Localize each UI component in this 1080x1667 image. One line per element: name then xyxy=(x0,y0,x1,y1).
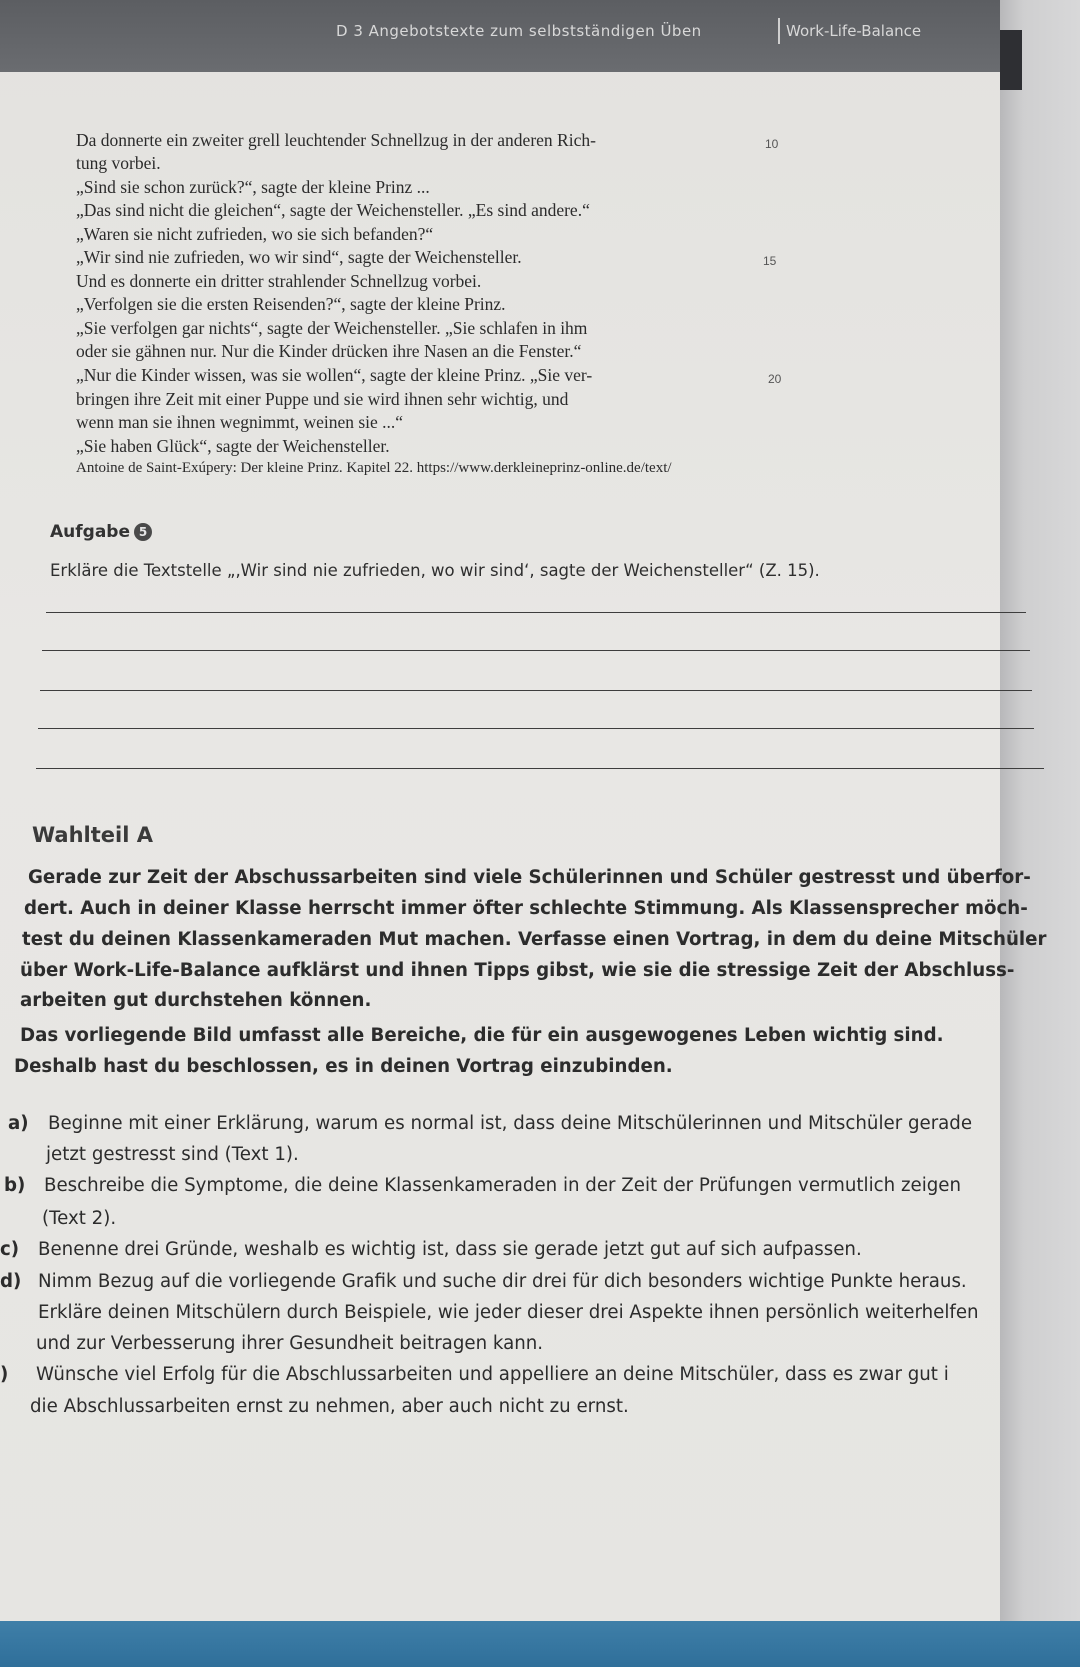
line-number: 15 xyxy=(763,254,777,268)
item-text: jetzt gestresst sind (Text 1). xyxy=(46,1144,299,1165)
story-line: Und es donnerte ein dritter strahlender Schnellzug vorbei. xyxy=(76,271,482,291)
intro-line: Deshalb hast du beschlossen, es in deinen Vortrag einzubinden. xyxy=(14,1056,673,1077)
story-line: „Verfolgen sie die ersten Reisenden?“, sagte der kleine Prinz. xyxy=(76,294,506,314)
task-label: Aufgabe xyxy=(50,522,130,542)
story-line: Da donnerte ein zweiter grell leuchtender Schnellzug in der anderen Rich- xyxy=(76,130,596,150)
story-line: „Sind sie schon zurück?“, sagte der kleine Prinz ... xyxy=(76,177,430,197)
bottom-surface xyxy=(0,1621,1080,1667)
intro-line: dert. Auch in deiner Klasse herrscht immer öfter schlechte Stimmung. Als Klassensprecher möch- xyxy=(24,898,1028,919)
answer-line[interactable] xyxy=(42,650,1030,651)
answer-line[interactable] xyxy=(38,728,1034,729)
item-text: Beginne mit einer Erklärung, warum es normal ist, dass deine Mitschülerinnen und Mitschüler gerade xyxy=(48,1113,973,1134)
line-number: 10 xyxy=(765,137,779,151)
story-line: bringen ihre Zeit mit einer Puppe und sie wird ihnen sehr wichtig, und xyxy=(76,389,569,409)
story-line: „Das sind nicht die gleichen“, sagte der Weichensteller. „Es sind andere.“ xyxy=(76,200,590,220)
task-prompt: Erkläre die Textstelle „‚Wir sind nie zufrieden, wo wir sind‘, sagte der Weichensteller“ (Z. 15). xyxy=(50,561,820,580)
item-letter: d) xyxy=(0,1271,22,1292)
story-line: wenn man sie ihnen wegnimmt, weinen sie ...“ xyxy=(76,412,404,432)
story-line: „Wir sind nie zufrieden, wo wir sind“, sagte der Weichensteller. xyxy=(76,247,522,267)
story-line: „Waren sie nicht zufrieden, wo sie sich befanden?“ xyxy=(76,224,434,244)
item-letter: c) xyxy=(0,1239,20,1260)
task-item-c xyxy=(0,1239,862,1260)
item-text: Erkläre deinen Mitschülern durch Beispiele, wie jeder dieser drei Aspekte ihnen persönlich weiterhelfen xyxy=(38,1302,979,1323)
answer-line[interactable] xyxy=(40,690,1032,691)
answer-line[interactable] xyxy=(36,768,1044,769)
item-text: die Abschlussarbeiten ernst zu nehmen, aber auch nicht zu ernst. xyxy=(30,1396,629,1417)
header-divider xyxy=(778,18,780,44)
header-topic: Work-Life-Balance xyxy=(786,22,922,40)
story-line: „Sie verfolgen gar nichts“, sagte der Weichensteller. „Sie schlafen in ihm xyxy=(76,318,588,338)
task-number-badge: 5 xyxy=(134,523,152,541)
item-text: Nimm Bezug auf die vorliegende Grafik und suche dir drei für dich besonders wichtige Punkte heraus. xyxy=(38,1271,967,1292)
answer-line[interactable] xyxy=(46,612,1026,613)
item-letter: a) xyxy=(8,1113,29,1134)
task-heading xyxy=(50,522,152,542)
story-line: „Sie haben Glück“, sagte der Weichensteller. xyxy=(76,436,390,456)
intro-line: test du deinen Klassenkameraden Mut machen. Verfasse einen Vortrag, in dem du deine Mitschüler xyxy=(22,929,1047,950)
story-line: tung vorbei. xyxy=(76,153,161,173)
task-item-b xyxy=(4,1175,961,1196)
story-line: „Nur die Kinder wissen, was sie wollen“, sagte der kleine Prinz. „Sie ver- xyxy=(76,365,593,385)
line-number: 20 xyxy=(768,372,782,386)
task-item-e xyxy=(0,1364,949,1385)
story-line: oder sie gähnen nur. Nur die Kinder drücken ihre Nasen an die Fenster.“ xyxy=(76,341,582,361)
item-letter: ) xyxy=(0,1364,9,1385)
item-text: Beschreibe die Symptome, die deine Klassenkameraden in der Zeit der Prüfungen vermutlich zeigen xyxy=(44,1175,962,1196)
header-title: D 3 Angebotstexte zum selbstständigen Üben xyxy=(336,22,702,40)
header-band xyxy=(0,0,1000,72)
section-title: Wahlteil A xyxy=(32,823,153,847)
item-letter: b) xyxy=(4,1175,26,1196)
page-edge-strip xyxy=(1000,0,1080,1667)
task-item-a xyxy=(8,1113,972,1134)
task-item-d xyxy=(0,1271,967,1292)
intro-line: Gerade zur Zeit der Abschussarbeiten sind viele Schülerinnen und Schüler gestresst und überfor- xyxy=(28,867,1031,888)
source-citation: Antoine de Saint-Exúpery: Der kleine Prinz. Kapitel 22. https://www.derkleineprinz-online.de/text/ xyxy=(76,460,672,476)
page-edge-tab xyxy=(1000,30,1022,90)
item-text: Benenne drei Gründe, weshalb es wichtig ist, dass sie gerade jetzt gut auf sich aufpassen. xyxy=(38,1239,862,1260)
intro-line: über Work-Life-Balance aufklärst und ihnen Tipps gibst, wie sie die stressige Zeit der Abschluss- xyxy=(20,960,1015,981)
intro-line: Das vorliegende Bild umfasst alle Bereiche, die für ein ausgewogenes Leben wichtig sind. xyxy=(20,1025,944,1046)
intro-line: arbeiten gut durchstehen können. xyxy=(20,990,372,1011)
item-text: Wünsche viel Erfolg für die Abschlussarbeiten und appelliere an deine Mitschüler, dass es zwar gut i xyxy=(36,1364,949,1385)
item-text: und zur Verbesserung ihrer Gesundheit beitragen kann. xyxy=(36,1333,544,1354)
item-text: (Text 2). xyxy=(42,1208,117,1229)
